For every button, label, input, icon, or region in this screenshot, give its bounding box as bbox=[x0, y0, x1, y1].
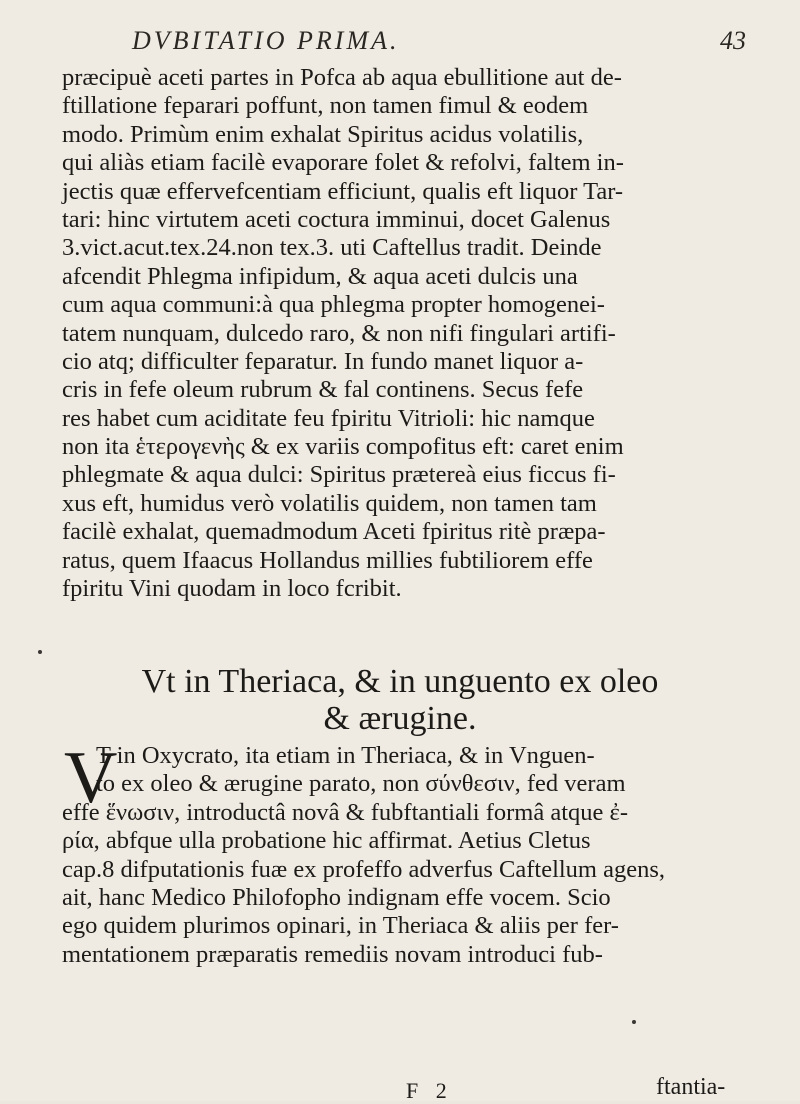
text-line: 3.vict.acut.tex.24.non tex.3. uti Caftellus tradit. Deinde bbox=[62, 234, 602, 262]
text-line: mentationem præparatis remediis novam introduci fub- bbox=[62, 940, 603, 968]
text-line: cap.8 difputationis fuæ ex profeffo adverfus Caftellum agens, bbox=[62, 855, 666, 883]
signature-mark: F 2 bbox=[406, 1078, 453, 1103]
text-line: qui aliàs etiam facilè evaporare folet & refolvi, faltem in- bbox=[62, 149, 624, 177]
text-line: ftillatione feparari poffunt, non tamen fimul & eodem bbox=[62, 92, 589, 120]
ink-speck bbox=[38, 650, 42, 654]
catchword: ftantia- bbox=[656, 1074, 726, 1100]
ink-speck bbox=[632, 1020, 636, 1024]
section-title-line-1: Vt in Theriaca, & in unguento ex oleo bbox=[141, 663, 659, 700]
text-line: afcendit Phlegma infipidum, & aqua aceti dulcis una bbox=[62, 262, 578, 290]
text-line: tatem nunquam, dulcedo raro, & non nifi fingulari artifi- bbox=[62, 319, 616, 347]
text-line: to ex oleo & ærugine parato, non σύνθεσιν, fed veram bbox=[96, 770, 626, 798]
running-title: DVBITATIO PRIMA. bbox=[132, 26, 400, 55]
text-line: xus eft, humidus verò volatilis quidem, non tamen tam bbox=[62, 489, 597, 517]
text-line: cris in fefe oleum rubrum & fal continens. Secus fefe bbox=[62, 376, 584, 404]
text-line: præcipuè aceti partes in Pofca ab aqua ebullitione aut de- bbox=[62, 64, 622, 91]
section-body-text bbox=[62, 737, 738, 969]
text-line: cum aqua communi:à qua phlegma propter homogenei- bbox=[62, 291, 605, 319]
text-line: fpiritu Vini quodam in loco fcribit. bbox=[62, 575, 402, 603]
text-line: ratus, quem Ifaacus Hollandus millies fubtiliorem effe bbox=[62, 546, 593, 574]
text-line: ait, hanc Medico Philofopho indignam effe vocem. Scio bbox=[62, 883, 611, 911]
text-line: modo. Primùm enim exhalat Spiritus acidus volatilis, bbox=[62, 120, 584, 148]
body-text bbox=[62, 64, 738, 603]
text-line: ego quidem plurimos opinari, in Theriaca & aliis per fer- bbox=[62, 912, 619, 940]
text-line: phlegmate & aqua dulci: Spiritus prætereà eius ficcus fi- bbox=[62, 461, 616, 489]
section-title-line-2: & ærugine. bbox=[323, 700, 477, 737]
text-line: tari: hinc virtutem aceti coctura imminui, docet Galenus bbox=[62, 205, 611, 233]
text-line: ρία, abfque ulla probatione hic affirmat. Aetius Cletus bbox=[62, 827, 591, 855]
text-line: jectis quæ effervefcentiam efficiunt, qualis eft liquor Tar- bbox=[62, 177, 624, 205]
drop-cap: V bbox=[64, 737, 118, 819]
text-line: facilè exhalat, quemadmodum Aceti fpiritus ritè præpa- bbox=[62, 518, 606, 546]
text-line: cio atq; difficulter feparatur. In fundo manet liquor a- bbox=[62, 347, 584, 375]
page-header bbox=[0, 26, 800, 60]
page-number: 43 bbox=[720, 26, 746, 55]
text-line: res habet cum aciditate feu fpiritu Vitrioli: hic namque bbox=[62, 404, 595, 432]
text-line: effe ἕνωσιν, introductâ novâ & fubftantiali formâ atque ἐ- bbox=[62, 798, 628, 826]
text-line: T in Oxycrato, ita etiam in Theriaca, & in Vnguen- bbox=[96, 742, 595, 769]
text-line: non ita ἑτερογενὴς & ex variis compofitus eft: caret enim bbox=[62, 433, 624, 461]
